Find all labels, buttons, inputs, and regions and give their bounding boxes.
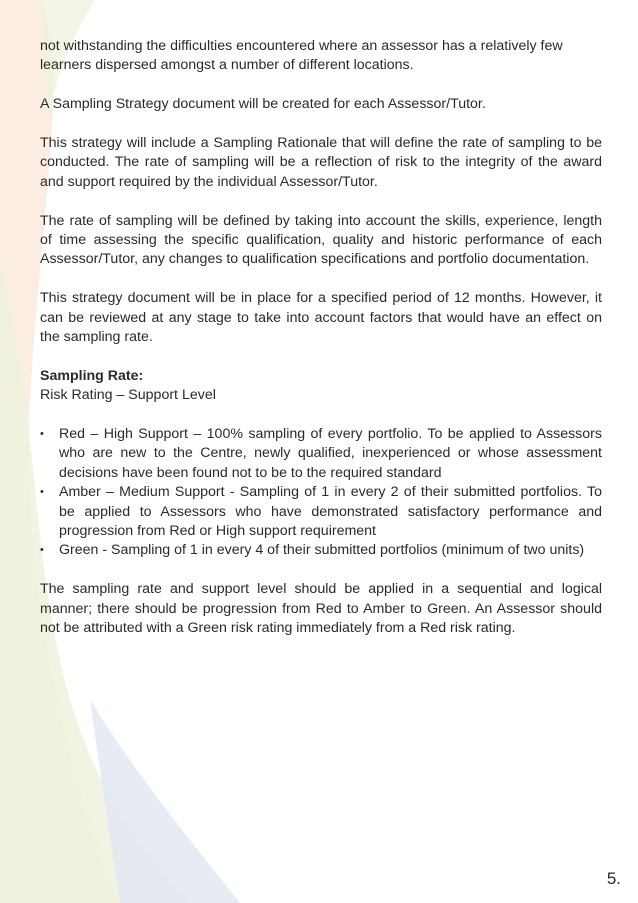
paragraph-sampling-rationale: This strategy will include a Sampling Rationale that will define the rate of sampling to be conducted. The rate of sampling will be a reflection of risk to the integrity of the award and support required by the individual Assessor/Tutor. (40, 135, 602, 190)
paragraph-closing: The sampling rate and support level should be applied in a sequential and logical manner; there should be progression from Red to Amber to Green. An Assessor should not be attributed with a Green risk rating immediately from a Red risk rating. (40, 581, 602, 637)
page-number: 5. (606, 869, 621, 888)
paragraph-intro-continuation: not withstanding the difficulties encountered where an assessor has a relatively few learners dispersed amongst a number of different locations. (40, 38, 563, 74)
risk-level-list (40, 425, 602, 561)
list-item-text: Red – High Support – 100% sampling of every portfolio. To be applied to Assessors who are new to the Centre, newly qualified, inexperienced or whose assessment decisions have been found not to be to the required standard (59, 426, 602, 481)
list-item-red (40, 425, 602, 483)
list-item-green (40, 541, 602, 560)
bullet-icon: • (40, 544, 44, 557)
list-item-text: Amber – Medium Support - Sampling of 1 in every 2 of their submitted portfolios. To be applied to Assessors who have demonstrated satisfactory performance and progression from Red or High support requirement (59, 484, 602, 540)
list-item-amber (40, 483, 602, 541)
list-item-text: Green - Sampling of 1 in every 4 of their submitted portfolios (minimum of two units) (59, 542, 585, 559)
risk-rating-subheading: Risk Rating – Support Level (40, 387, 216, 404)
paragraph-strategy-period: This strategy document will be in place for a specified period of 12 months. However, it can be reviewed at any stage to take into account factors that would have an effect on the sampling rate. (40, 290, 602, 346)
bullet-icon: • (40, 486, 44, 499)
paragraph-rate-definition: The rate of sampling will be defined by taking into account the skills, experience, length of time assessing the specific qualification, quality and historic performance of each Assessor/Tutor, any changes to qualification specifications and portfolio documentation. (40, 212, 602, 268)
bullet-icon: • (40, 428, 44, 441)
paragraph-strategy-document: A Sampling Strategy document will be created for each Assessor/Tutor. (40, 96, 486, 113)
document-body (40, 37, 602, 658)
sampling-rate-heading: Sampling Rate: (40, 367, 144, 384)
